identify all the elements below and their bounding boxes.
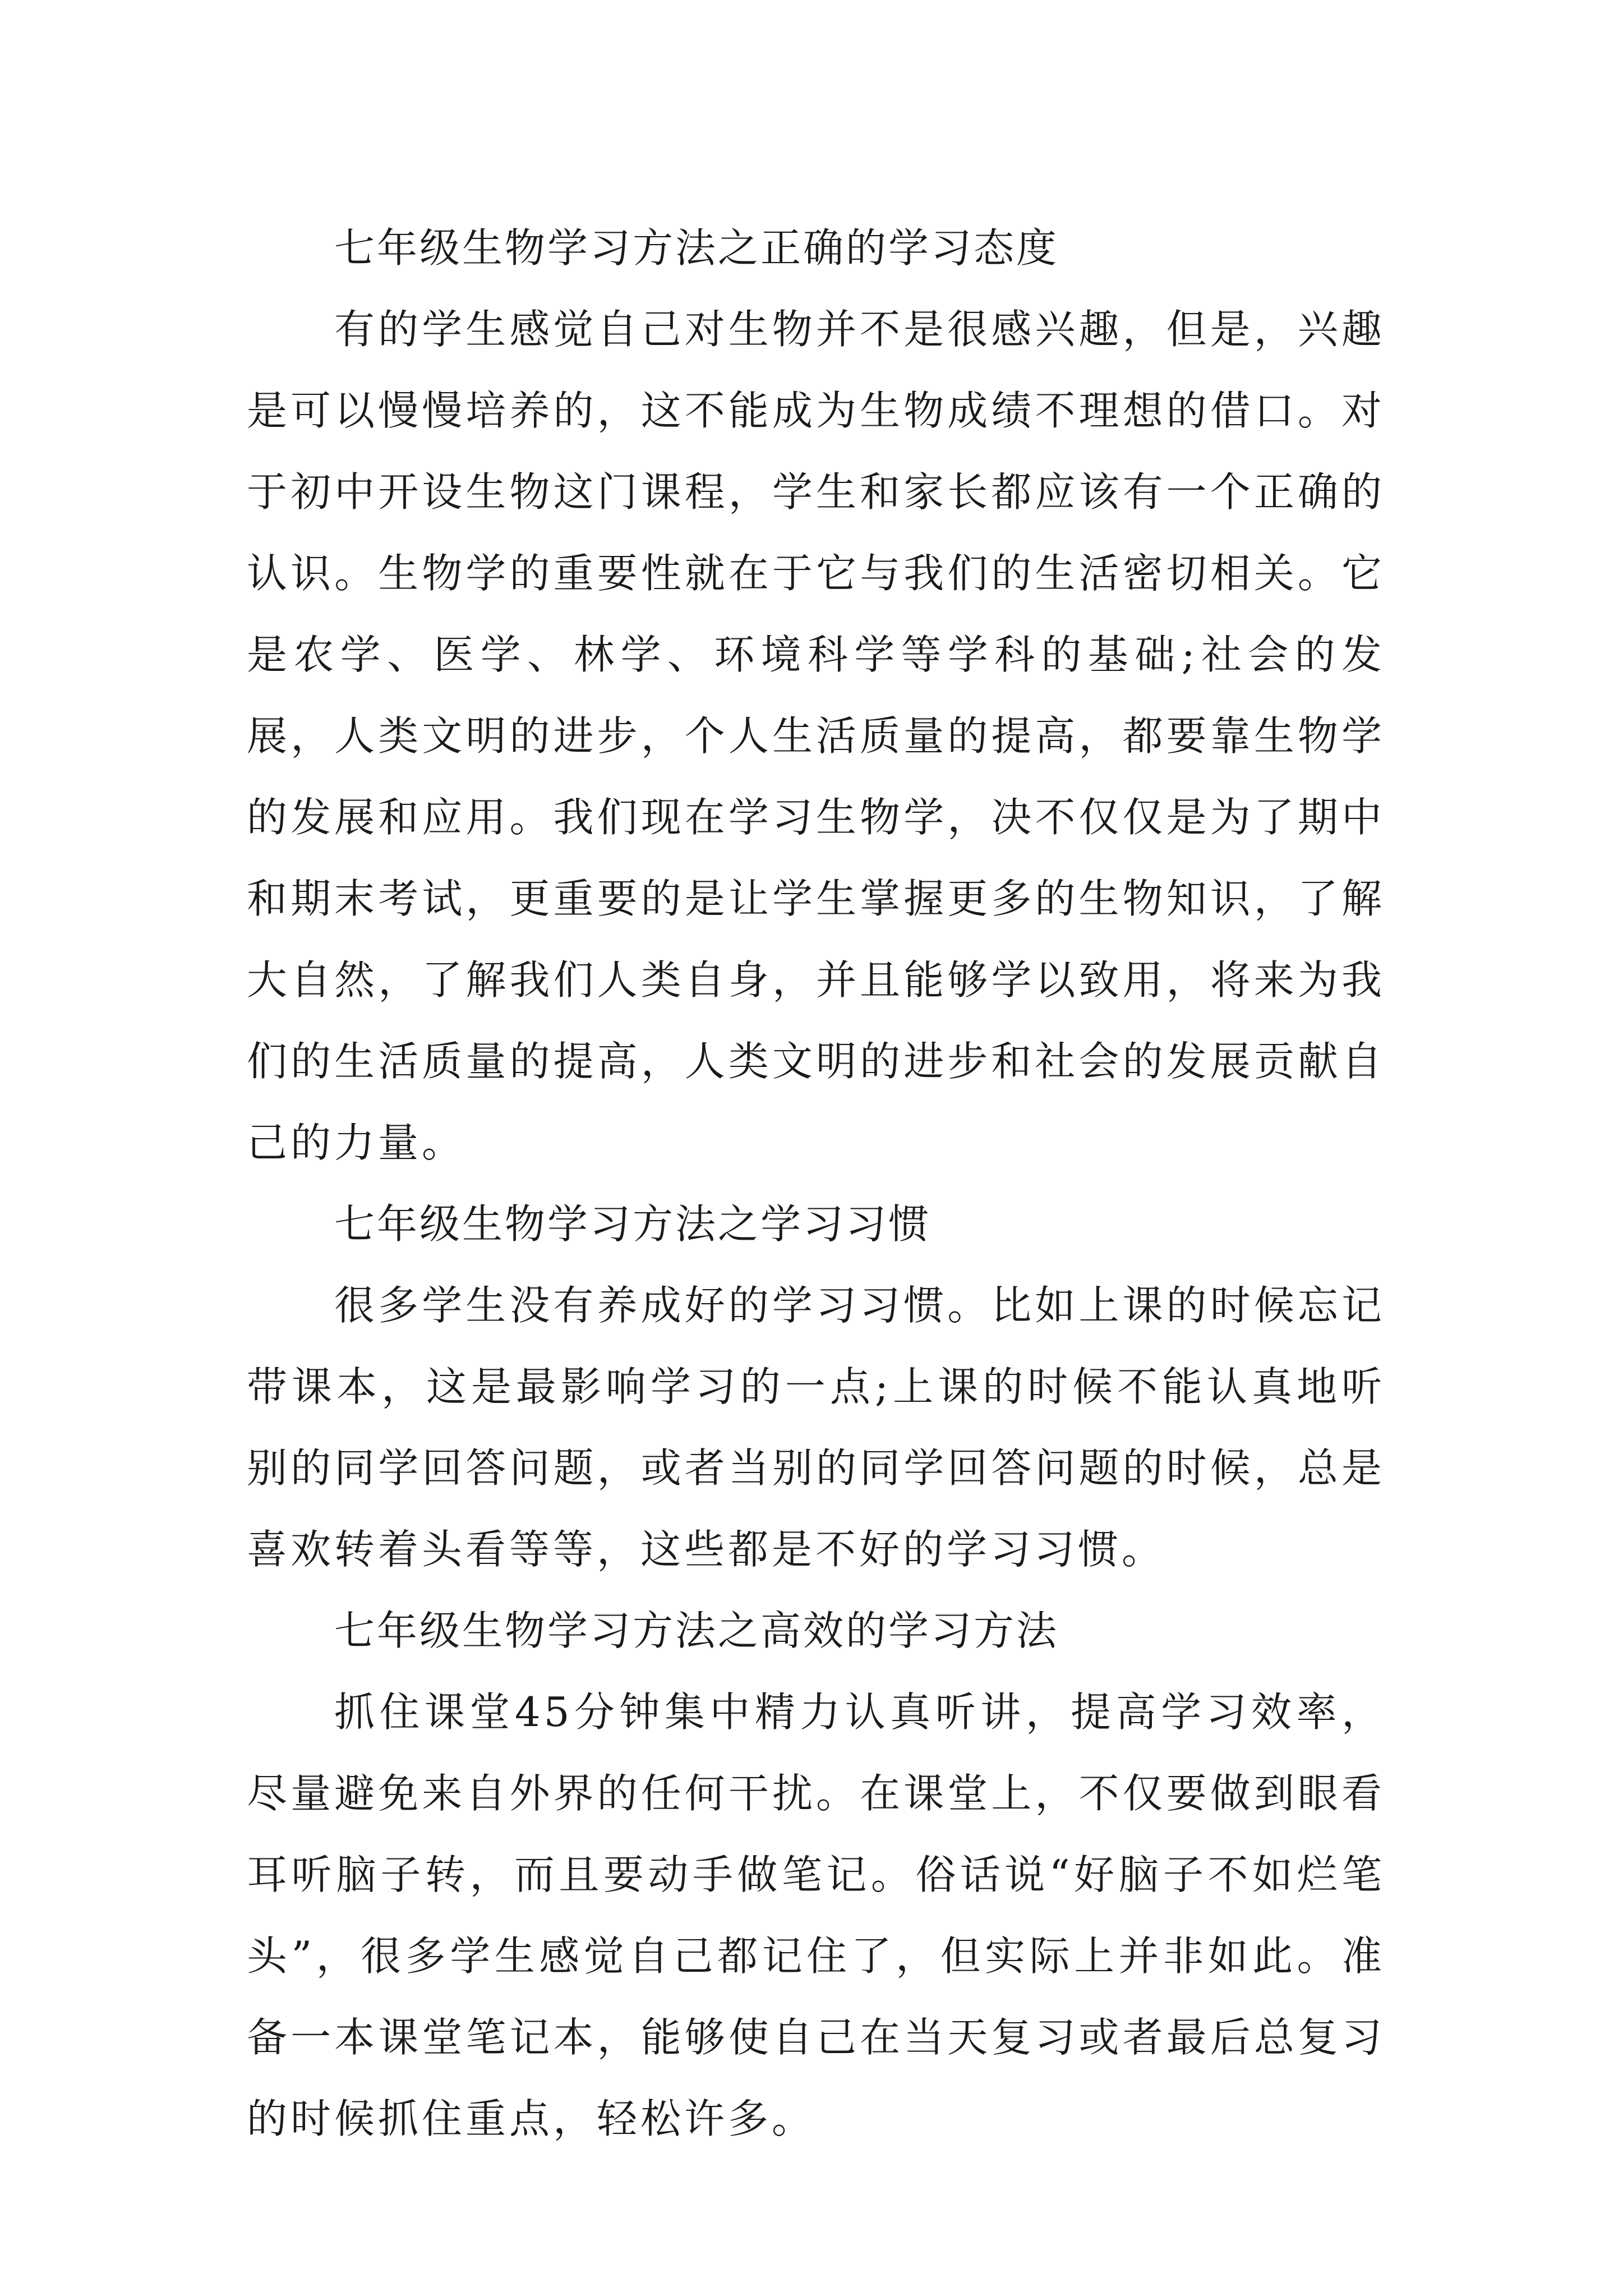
section-body-habits: 很多学生没有养成好的学习习惯。比如上课的时候忘记带课本，这是最影响学习的一点;上课的时候不能认真地听别的同学回答问题，或者当别的同学回答问题的时候，总是喜欢转着头看等等，这些都是不好的学习习惯。 xyxy=(247,1282,1385,1573)
section-body-methods: 抓住课堂45分钟集中精力认真听讲，提高学习效率，尽量避免来自外界的任何干扰。在课堂上，不仅要做到眼看耳听脑子转，而且要动手做笔记。俗话说“好脑子不如烂笔头”，很多学生感觉自己都记住了，但实际上并非如此。准备一本课堂笔记本，能够使自己在当天复习或者最后总复习的时候抓住重点，轻松许多。 xyxy=(247,1688,1385,2142)
section-heading-methods: 七年级生物学习方法之高效的学习方法 xyxy=(334,1607,1059,1654)
section-body-attitude: 有的学生感觉自己对生物并不是很感兴趣，但是，兴趣是可以慢慢培养的，这不能成为生物成绩不理想的借口。对于初中开设生物这门课程，学生和家长都应该有一个正确的认识。生物学的重要性就在于它与我们的生活密切相关。它是农学、医学、林学、环境科学等学科的基础;社会的发展，人类文明的进步，个人生活质量的提高，都要靠生物学的发展和应用。我们现在学习生物学，决不仅仅是为了期中和期末考试，更重要的是让学生掌握更多的生物知识，了解大自然，了解我们人类自身，并且能够学以致用，将来为我们的生活质量的提高，人类文明的进步和社会的发展贡献自己的力量。 xyxy=(247,306,1385,1166)
document-page xyxy=(247,208,1385,2160)
section-heading-attitude: 七年级生物学习方法之正确的学习态度 xyxy=(334,224,1059,272)
section-heading-habits: 七年级生物学习方法之学习习惯 xyxy=(334,1200,932,1248)
